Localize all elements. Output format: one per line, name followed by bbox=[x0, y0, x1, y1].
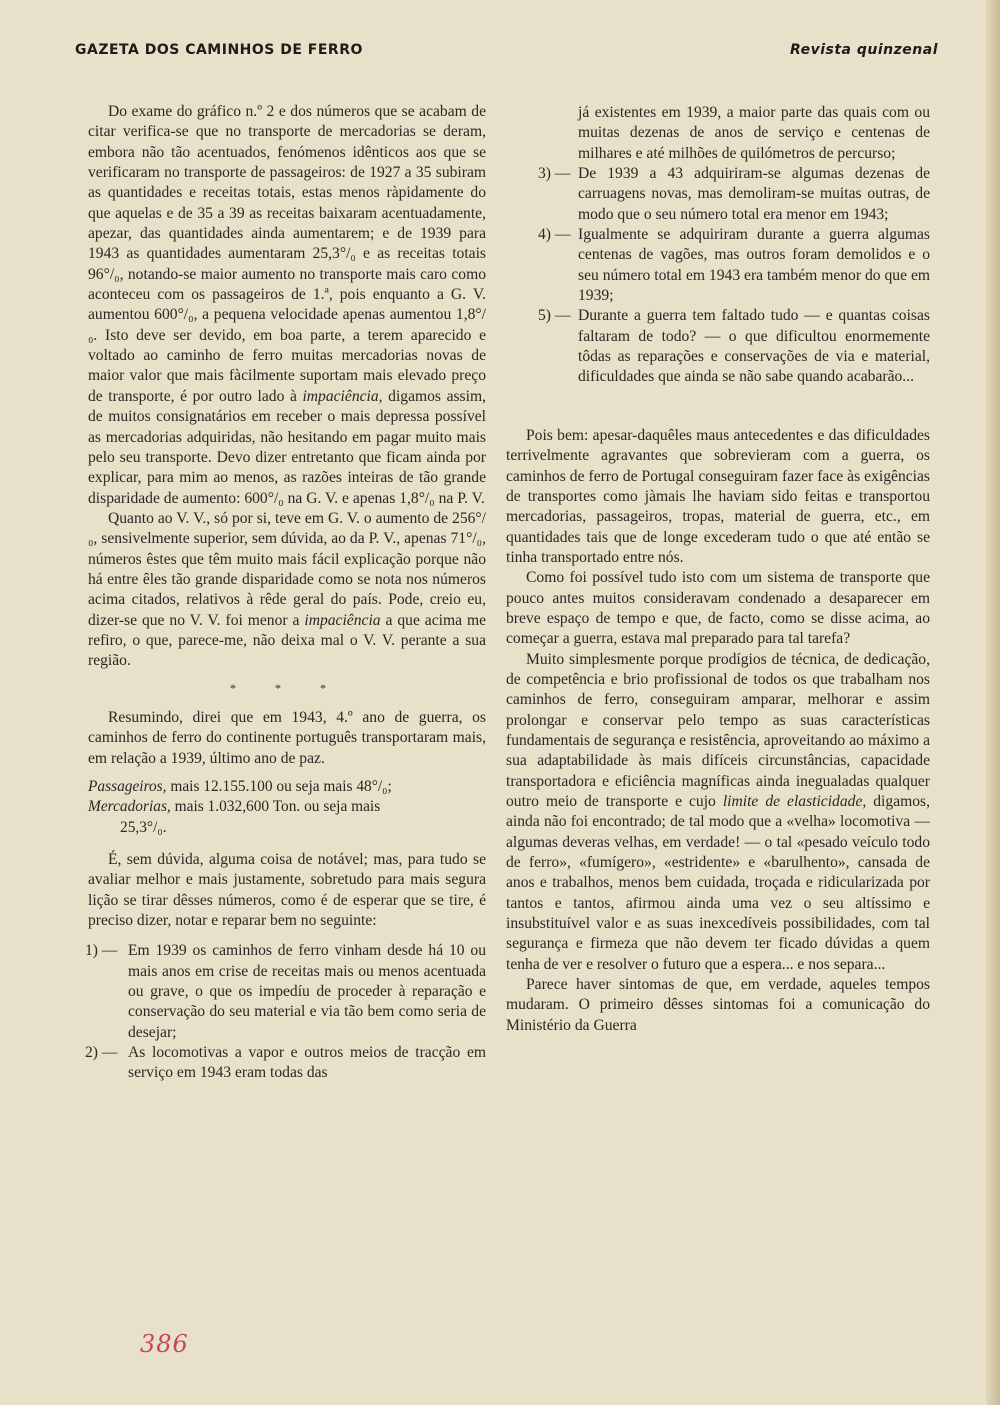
numbered-list bbox=[85, 941, 486, 1083]
paragraph: Resumindo, direi que em 1943, 4.º ano de guerra, os caminhos de ferro do continente português transportaram mais, em relação a 1939, último ano de paz. bbox=[88, 708, 486, 767]
paragraph: É, sem dúvida, alguma coisa de notável; mas, para tudo se avaliar melhor e mais justamente, sobretudo para mais segura lição se tirar dêsses números, como é de esperar que se tire, é preciso dizer, notar e reparar bem no seguinte: bbox=[88, 851, 486, 930]
list-item: 2) — As locomotivas a vapor e outros meios de tracção em serviço em 1943 eram todas das bbox=[85, 1044, 486, 1082]
paragraph: Quanto ao V. V., só por si, teve em G. V. o aumento de 256°/₀, sensivelmente superior, sem dúvida, ao da P. V., apenas 71°/₀, números êstes que têm muito mais fácil explicação porque não há entre êles tão grande disparidade como se nota nos números acima citados, relativos à rêde geral do país. Pode, creio eu, dizer-se que no V. V. foi menor a impaciência a que acima me refiro, o que, parece-me, não deixa mal o V. V. perante a sua região. bbox=[88, 509, 486, 670]
paragraph: Do exame do gráfico n.º 2 e dos números que se acabam de citar verifica-se que no transporte de mercadorias se deram, embora não tão acentuados, fenómenos idênticos aos que se verificaram no transporte de passageiros: de 1927 a 35 subiram as quantidades e receitas totais, estas menos ràpidamente do que aquelas e de 35 a 39 as receitas baixaram acentuadamente, apezar, das quantidades ainda aumentarem; e de 1939 para 1943 as quantidades aumentaram 25,3°/₀ e as receitas totais 96°/₀, notando-se maior aumento no transporte mais caro como aconteceu com os passageiros de 1.ª, pois enquanto a G. V. aumentou 600°/₀, a pequena velocidade apenas aumentou 1,8°/₀. Isto deve ser devido, em boa parte, a terem aparecido e voltado ao caminho de ferro muitas mercadorias novas de maior valor que mais fàcilmente suportam mais elevado preço de transporte, é por outro lado à impaciência, digamos assim, de muitos consignatários em receber o mais depressa possível as mercadorias adquiridas, não hesitando em pagar muito mais pelo seu transporte. Devo dizer entretanto que ficam ainda por explicar, para mim ao menos, as razões inteiras de tão grande disparidade de aumento: 600°/₀ na G. V. e apenas 1,8°/₀ na P. V. bbox=[88, 103, 486, 507]
numbered-list bbox=[506, 164, 930, 388]
journal-subtitle: Revista quinzenal bbox=[790, 42, 938, 58]
paragraph: Pois bem: apesar-daquêles maus antecedentes e das dificuldades terrivelmente agravantes que sobrevieram com a guerra, os caminhos de ferro de Portugal conseguiram fazer face às exigências de transportes como jàmais lhe haviam sido feitas e transportou mercadorias, passageiros, tropas, material de guerra, etc., em quantidades tais que de longe excederam tudo o que até então se tinha transportado entre nós. bbox=[506, 426, 930, 566]
right-column bbox=[506, 103, 930, 1036]
list-item: 1) — Em 1939 os caminhos de ferro vinham desde há 10 ou mais anos em crise de receitas mais ou menos acentuada ou grave, o que os impedíu de proceder à reparação e conservação do seu material e via tão bem como seria de desejar; bbox=[85, 942, 486, 1041]
section-divider: * * * bbox=[230, 680, 344, 695]
paragraph: Parece haver sintomas de que, em verdade, aqueles tempos mudaram. O primeiro dêsses sintomas foi a comunicação do Ministério da Guerra bbox=[506, 976, 930, 1034]
list-item-continuation: já existentes em 1939, a maior parte das quais com ou muitas dezenas de anos de serviço e centenas de milhares e até milhões de quilómetros de percurso; bbox=[578, 104, 930, 162]
list-item: 3) — De 1939 a 43 adquiriram-se algumas dezenas de carruagens novas, mas demoliram-se muitas outras, de modo que o seu número total era menor em 1943; bbox=[538, 165, 930, 223]
page-number: 386 bbox=[140, 1330, 189, 1358]
journal-title: GAZETA DOS CAMINHOS DE FERRO bbox=[75, 42, 363, 58]
paragraph: Muito simplesmente porque prodígios de técnica, de dedicação, de competência e brio profissional de todos os que trabalham nos caminhos de ferro, conseguiram amparar, melhorar e assim prolongar e conservar pelo tempo as suas características fundamentais de segurança e resistência, aproveitando ao máximo a sua adaptabilidade às mais difíceis circunstâncias, capacidade transportadora e eficiência magníficas ainda inegualadas qualquer outro meio de transporte e cujo limite de elasticidade, digamos, ainda não foi encontrado; de tal modo que a «velha» locomotiva — algumas deveras velhas, em verdade! — o tal «pesado veículo todo de ferro», «fumígero», «estridente» e «barulhento», cansada de anos e trabalhos, menos bem cuidada, troçada e ridicularizada por tantos e tantos, afirmou ainda uma vez o seu altíssimo e insubstituível valor e as suas inexcedíveis possibilidades, com tal segurança e firmeza que não devem ter ficado dúvidas a quem tenha de ver e resolver o futuro que a espera... e nos separa... bbox=[506, 650, 931, 973]
page-edge bbox=[986, 0, 1000, 1405]
statistics-block: Passageiros, mais 12.155.100 ou seja mais 48°/₀; Mercadorias, mais 1.032,600 Ton. ou seja mais 25,3°/₀. bbox=[88, 778, 392, 836]
list-item: 4) — Igualmente se adquiriram durante a guerra algumas centenas de vagões, mas outros foram demolidos e o seu número total em 1943 era também menor do que em 1939; bbox=[538, 226, 930, 305]
paragraph: Como foi possível tudo isto com um sistema de transporte que pouco antes muitos consideravam condenado a desaparecer em breve espaço de tempo e que, de facto, como se disse acima, ao começar a guerra, estava mal preparado para tal tarefa? bbox=[506, 569, 930, 648]
list-item: 5) — Durante a guerra tem faltado tudo — e quantas coisas faltaram de todo? — o que dificultou enormemente tôdas as reparações e conservações de via e material, dificuldades que ainda se não sabe quando acabarão... bbox=[538, 307, 930, 386]
left-column bbox=[85, 102, 486, 1084]
